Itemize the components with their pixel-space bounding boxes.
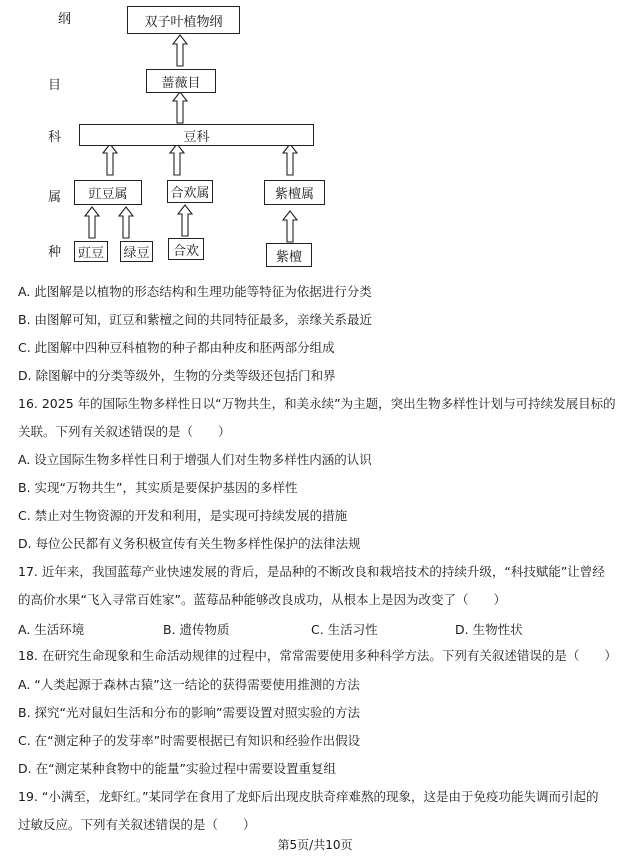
arrow-species1-to-genus1 [85, 207, 99, 238]
genus-box-vigna: 豇豆属 [74, 180, 142, 205]
q15-option-a[interactable]: A. 此图解是以植物的形态结构和生理功能等特征为依据进行分类 [18, 284, 372, 299]
genus-box-albizia: 合欢属 [167, 180, 213, 203]
species-box-rosewood: 紫檀 [266, 243, 312, 267]
q15-option-c[interactable]: C. 此图解中四种豆科植物的种子都由种皮和胚两部分组成 [18, 340, 335, 355]
rank-family-label: 科 [48, 130, 62, 145]
arrow-family-to-order [173, 92, 187, 123]
class-box: 双子叶植物纲 [127, 6, 240, 34]
genus-box-pterocarpus: 紫檀属 [264, 180, 325, 205]
q16-option-d[interactable]: D. 每位公民都有义务积极宣传有关生物多样性保护的法律法规 [18, 536, 361, 551]
arrow-order-to-class [173, 35, 187, 66]
q15-option-d[interactable]: D. 除图解中的分类等级外，生物的分类等级还包括门和界 [18, 368, 336, 383]
species-box-albizia: 合欢 [168, 238, 204, 260]
q17-options-row [0, 620, 630, 638]
q18-option-d[interactable]: D. 在“测定某种食物中的能量”实验过程中需要设置重复组 [18, 761, 337, 776]
arrow-species3-to-genus2 [178, 205, 192, 236]
arrow-genus2-to-family [170, 144, 184, 175]
q18-option-c[interactable]: C. 在“测定种子的发芽率”时需要根据已有知识和经验作出假设 [18, 733, 361, 748]
q19-stem-line-1: 19. “小满至，龙虾红。”某同学在食用了龙虾后出现皮肤奇痒难熬的现象，这是由于免疫功能失调而引起的 [18, 789, 599, 804]
q17-stem-line-2: 的高价水果“飞入寻常百姓家”。蓝莓品种能够改良成功，从根本上是因为改变了（ ） [18, 592, 506, 607]
arrow-species4-to-genus3 [283, 211, 297, 242]
rank-class-label: 纲 [58, 12, 72, 27]
arrow-species2-to-genus1 [119, 207, 133, 238]
q16-option-a[interactable]: A. 设立国际生物多样性日利于增强人们对生物多样性内涵的认识 [18, 452, 372, 467]
q16-stem-line-1: 16. 2025 年的国际生物多样性日以“万物共生，和美永续”为主题，突出生物多样性计划与可持续发展目标的 [18, 396, 616, 411]
q17-option-a[interactable]: A. 生活环境 [18, 622, 85, 637]
q18-stem: 18. 在研究生命现象和生命活动规律的过程中，常常需要使用多种科学方法。下列有关叙述错误的是（ ） [18, 648, 617, 663]
q18-option-b[interactable]: B. 探究“光对鼠妇生活和分布的影响”需要设置对照实验的方法 [18, 705, 360, 720]
q19-stem-line-2: 过敏反应。下列有关叙述错误的是（ ） [18, 817, 256, 832]
rank-genus-label: 属 [48, 190, 62, 205]
q16-option-c[interactable]: C. 禁止对生物资源的开发和利用，是实现可持续发展的措施 [18, 508, 348, 523]
q17-option-c[interactable]: C. 生活习性 [311, 622, 378, 637]
page-footer: 第5页/共10页 [277, 838, 353, 852]
q16-stem-line-2: 关联。下列有关叙述错误的是（ ） [18, 424, 231, 439]
rank-species-label: 种 [48, 245, 62, 260]
family-box: 豆科 [79, 124, 314, 146]
species-box-mungbean: 绿豆 [120, 241, 153, 262]
q17-stem-line-1: 17. 近年来，我国蓝莓产业快速发展的背后，是品种的不断改良和栽培技术的持续升级，“科技赋能”让曾经 [18, 564, 605, 579]
rank-order-label: 目 [48, 78, 62, 93]
species-box-cowpea: 豇豆 [74, 241, 108, 262]
q16-option-b[interactable]: B. 实现“万物共生”，其实质是要保护基因的多样性 [18, 480, 298, 495]
q18-option-a[interactable]: A. “人类起源于森林古猿”这一结论的获得需要使用推测的方法 [18, 677, 360, 692]
arrow-genus1-to-family [103, 144, 117, 175]
q17-option-b[interactable]: B. 遗传物质 [163, 622, 230, 637]
order-box: 蔷薇目 [146, 69, 216, 93]
arrow-genus3-to-family [283, 144, 297, 175]
q17-option-d[interactable]: D. 生物性状 [455, 622, 523, 637]
q15-option-b[interactable]: B. 由图解可知，豇豆和紫檀之间的共同特征最多，亲缘关系最近 [18, 312, 373, 327]
